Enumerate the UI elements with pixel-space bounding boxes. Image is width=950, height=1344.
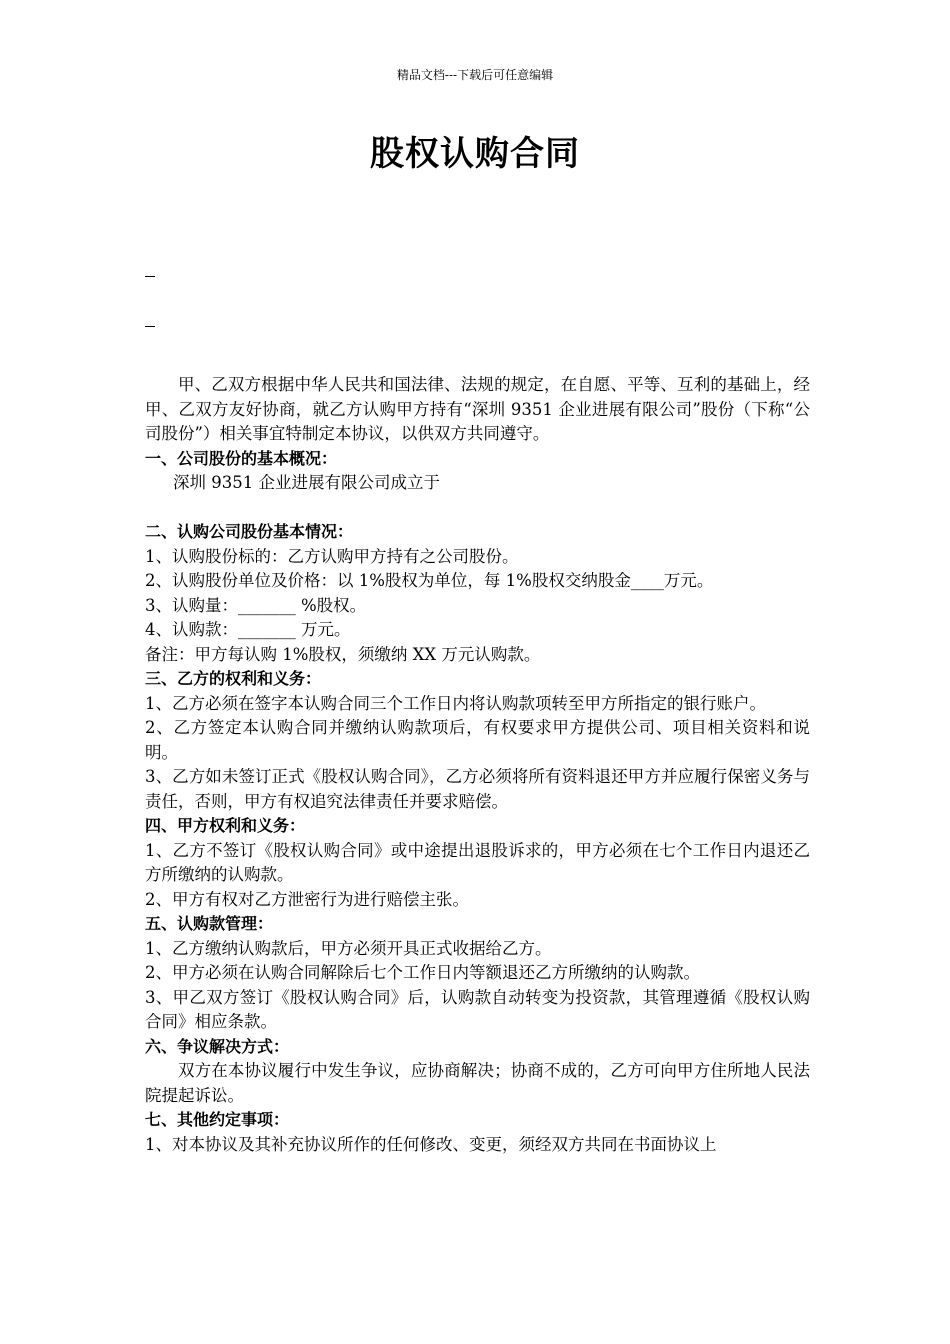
section-2-item-2: 2、认购股份单位及价格：以 1%股权为单位，每 1%股权交纳股金____万元。	[145, 571, 714, 590]
section-3-title: 三、乙方的权利和义务：	[145, 669, 322, 688]
section-2-item-4: 4、认购款：_______ 万元。	[145, 620, 351, 639]
section-6-text: 双方在本协议履行中发生争议，应协商解决；协商不成的，乙方可向甲方住所地人民法院提起诉讼。	[145, 1061, 810, 1105]
document-title: 股权认购合同	[370, 134, 580, 174]
section-1-title: 一、公司股份的基本概况：	[145, 448, 338, 468]
section-3-item-2: 2、乙方签定本认购合同并缴纳认购款项后，有权要求甲方提供公司、项目相关资料和说明。	[145, 718, 810, 762]
underline-stub	[145, 326, 155, 327]
section-2-item-3: 3、认购量：_______ %股权。	[145, 595, 367, 615]
section-5-item-1: 1、乙方缴纳认购款后，甲方必须开具正式收据给乙方。	[145, 938, 552, 958]
section-7-item-1: 1、对本协议及其补充协议所作的任何修改、变更，须经双方共同在书面协议上	[145, 1134, 717, 1154]
section-2-title: 二、认购公司股份基本情况：	[145, 522, 354, 541]
header-note: 精品文档---下载后可任意编辑	[396, 68, 554, 82]
section-2-note: 备注：甲方每认购 1%股权，须缴纳 XX 万元认购款。	[145, 644, 541, 664]
section-7-title: 七、其他约定事项：	[145, 1110, 290, 1129]
intro-paragraph: 甲、乙双方根据中华人民共和国法律、法规的规定，在自愿、平等、互利的基础上，经甲、乙双方友好协商，就乙方认购甲方持有“深圳 9351 企业进展有限公司”股份（下称“公司股份”）相关事宜特制定本协议，以供双方共同遵守。	[145, 375, 810, 443]
section-1-text: 深圳 9351 企业进展有限公司成立于	[173, 473, 440, 492]
section-5-item-3: 3、甲乙双方签订《股权认购合同》后，认购款自动转变为投资款，其管理遵循《股权认购合同》相应条款。	[145, 987, 810, 1031]
section-4-item-1: 1、乙方不签订《股权认购合同》或中途提出退股诉求的，甲方必须在七个工作日内退还乙方所缴纳的认购款。	[145, 840, 810, 884]
underline-stub	[145, 276, 155, 277]
section-5-item-2: 2、甲方必须在认购合同解除后七个工作日内等额退还乙方所缴纳的认购款。	[145, 963, 700, 982]
section-5-title: 五、认购款管理：	[145, 914, 274, 933]
section-4-item-2: 2、甲方有权对乙方泄密行为进行赔偿主张。	[145, 889, 469, 909]
section-4-title: 四、甲方权利和义务：	[145, 816, 306, 835]
section-3-item-1: 1、乙方必须在签字本认购合同三个工作日内将认购款项转至甲方所指定的银行账户。	[145, 693, 766, 713]
section-2-item-1: 1、认购股份标的：乙方认购甲方持有之公司股份。	[145, 546, 519, 566]
section-3-item-3: 3、乙方如未签订正式《股权认购合同》，乙方必须将所有资料退还甲方并应履行保密义务与责任，否则，甲方有权追究法律责任并要求赔偿。	[145, 767, 810, 811]
section-6-title: 六、争议解决方式：	[145, 1036, 290, 1056]
contract-body	[145, 373, 810, 1157]
spacer	[145, 496, 810, 521]
